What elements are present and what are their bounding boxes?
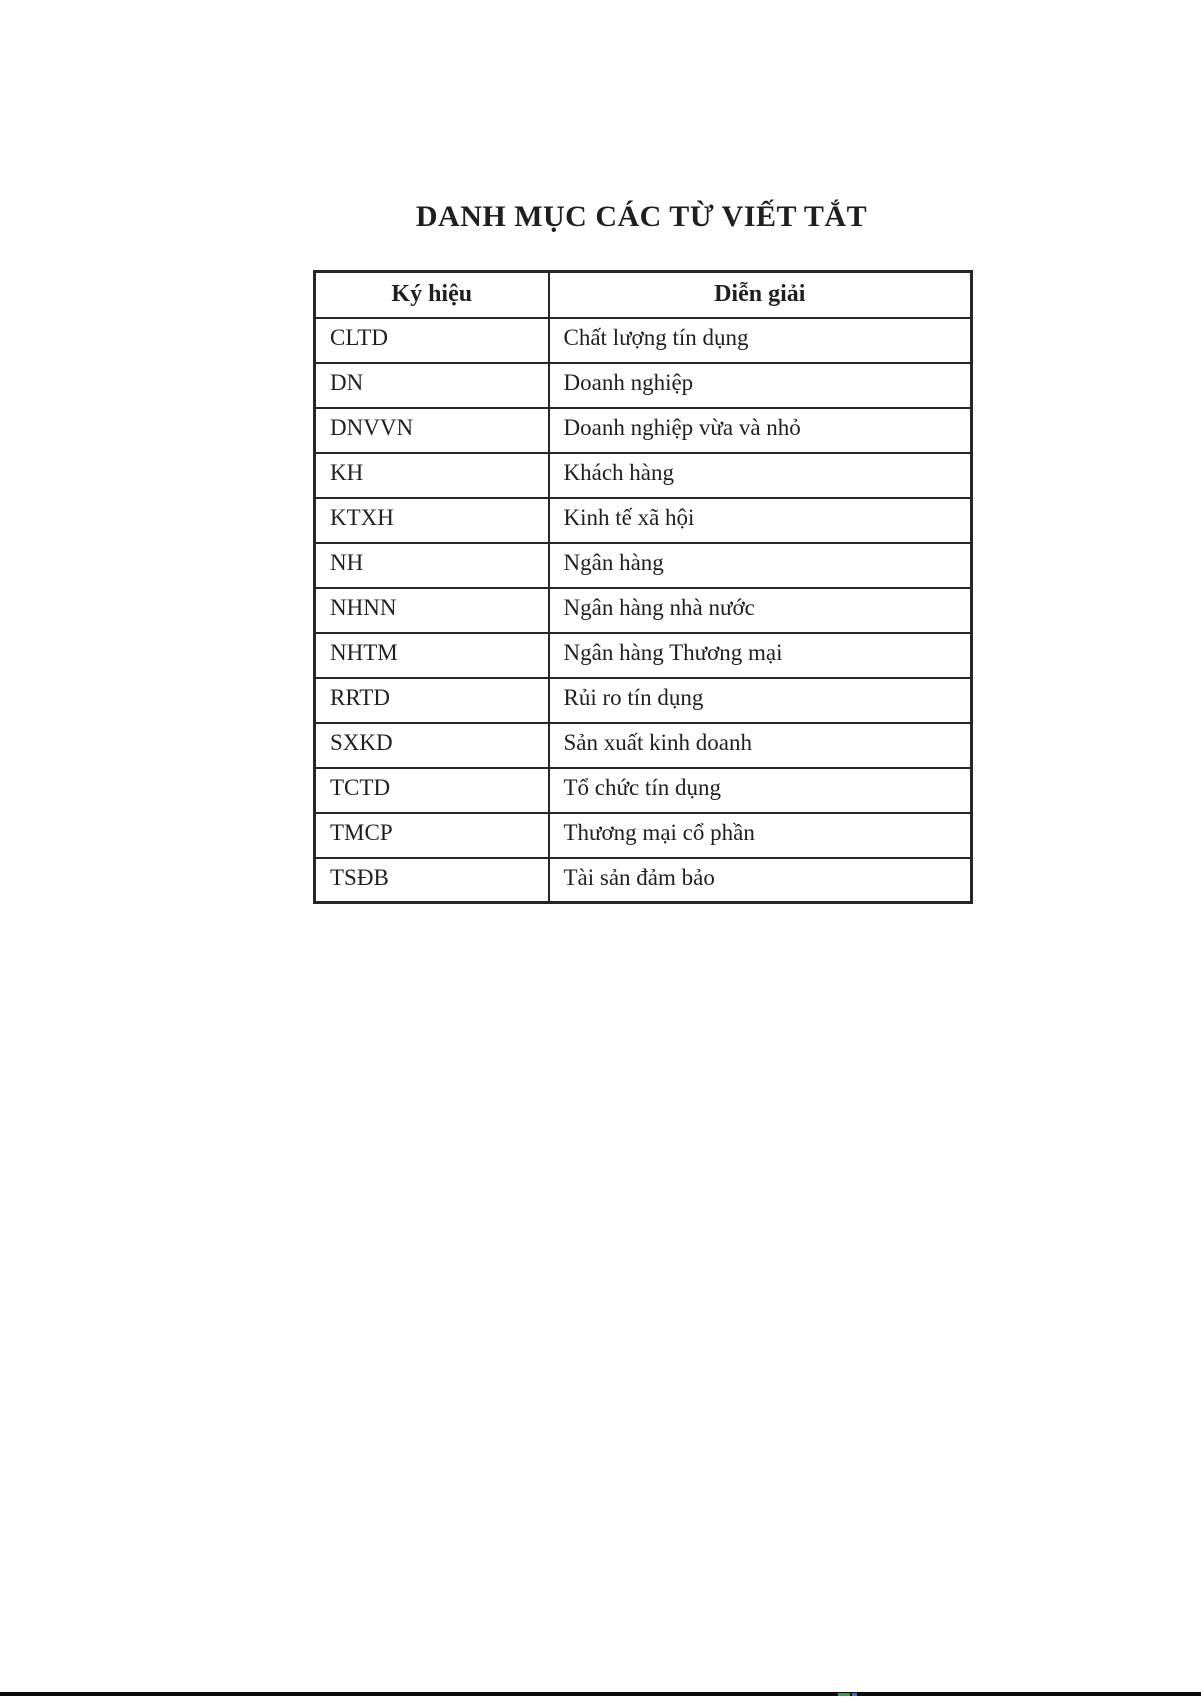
table-row — [315, 588, 972, 633]
abbreviation-cell: DNVVN — [315, 408, 549, 453]
meaning-cell: Chất lượng tín dụng — [549, 318, 972, 363]
abbreviation-cell: TMCP — [315, 813, 549, 858]
meaning-cell: Doanh nghiệp — [549, 363, 972, 408]
header-cell-meaning: Diễn giải — [549, 272, 972, 318]
table-row — [315, 408, 972, 453]
table-row — [315, 858, 972, 903]
meaning-cell: Kinh tế xã hội — [549, 498, 972, 543]
table-row — [315, 498, 972, 543]
abbreviation-cell: NHTM — [315, 633, 549, 678]
table-row — [315, 453, 972, 498]
abbreviation-cell: NHNN — [315, 588, 549, 633]
meaning-cell: Sản xuất kinh doanh — [549, 723, 972, 768]
meaning-cell: Rủi ro tín dụng — [549, 678, 972, 723]
abbreviation-cell: SXKD — [315, 723, 549, 768]
page-title: DANH MỤC CÁC TỪ VIẾT TẮT — [415, 200, 868, 234]
abbreviation-cell: CLTD — [315, 318, 549, 363]
scan-artifact-blue — [852, 1693, 857, 1696]
table-row — [315, 633, 972, 678]
meaning-cell: Tổ chức tín dụng — [549, 768, 972, 813]
meaning-cell: Ngân hàng nhà nước — [549, 588, 972, 633]
table-row — [315, 363, 972, 408]
header-row — [315, 272, 972, 318]
abbreviation-cell: KH — [315, 453, 549, 498]
abbreviation-cell: KTXH — [315, 498, 549, 543]
scan-artifact-green — [838, 1693, 850, 1696]
meaning-cell: Ngân hàng — [549, 543, 972, 588]
header-cell-abbreviation: Ký hiệu — [315, 272, 549, 318]
page-bottom-scan-edge — [0, 1692, 1201, 1696]
table-row — [315, 768, 972, 813]
table-header — [315, 272, 972, 318]
abbreviation-cell: TSĐB — [315, 858, 549, 903]
abbreviation-cell: RRTD — [315, 678, 549, 723]
table-row — [315, 543, 972, 588]
meaning-cell: Thương mại cổ phần — [549, 813, 972, 858]
meaning-cell: Doanh nghiệp vừa và nhỏ — [549, 408, 972, 453]
abbreviation-cell: NH — [315, 543, 549, 588]
abbreviations-table — [313, 270, 973, 904]
table-row — [315, 723, 972, 768]
table-row — [315, 678, 972, 723]
table-body — [315, 318, 972, 903]
meaning-cell: Khách hàng — [549, 453, 972, 498]
meaning-cell: Tài sản đảm bảo — [549, 858, 972, 903]
table-row — [315, 318, 972, 363]
abbreviation-cell: DN — [315, 363, 549, 408]
table-row — [315, 813, 972, 858]
abbreviation-cell: TCTD — [315, 768, 549, 813]
meaning-cell: Ngân hàng Thương mại — [549, 633, 972, 678]
